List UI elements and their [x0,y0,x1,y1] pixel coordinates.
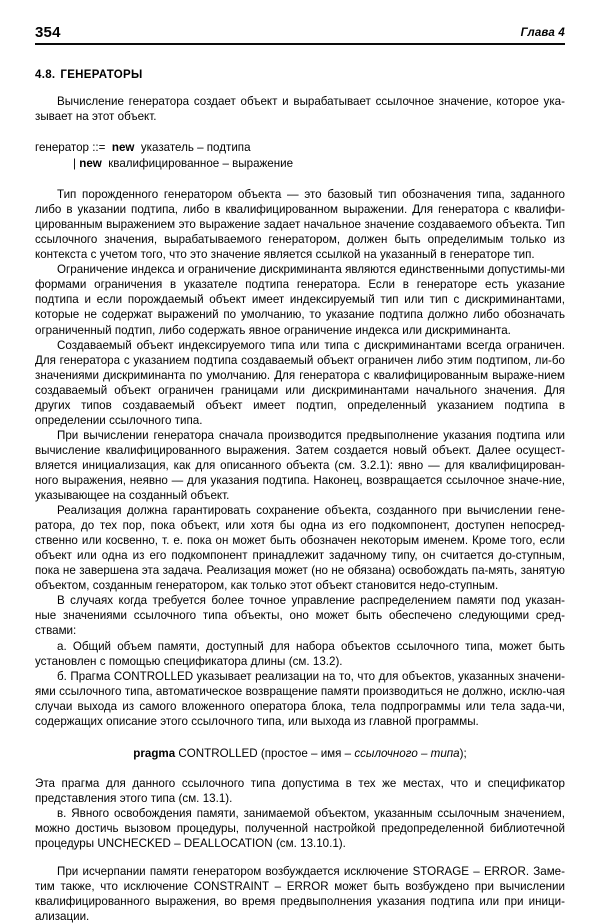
pragma-declaration [35,746,565,761]
paragraph-spacer [35,851,565,864]
syntax-production-block [35,140,565,172]
section-heading [35,69,565,81]
syntax-bar: | [73,157,80,171]
syntax-line-alternative [35,156,565,172]
pragma-name: CONTROLLED [178,746,258,760]
list-item-b: б. Прагма CONTROLLED указывает реализации на то, что для объектов, указанных значени-ями ссылочного типа, автоматическое возвращение памяти производиться не должно, исклю-чая случаи выхода из самого вложенного оператора блока, тела подпрограммы или тела зада-чи, содержащих описание этого ссылочного типа, или выхода из главной программы. [35,669,565,728]
pragma-keyword: pragma [133,746,176,760]
section-number: 4.8. [35,69,56,81]
after-pragma-paragraph: Эта прагма для данного ссылочного типа допустима в тех же местах, что и спецификатор представления этого типа (см. 13.1). [35,776,565,805]
syntax-line-primary [35,140,565,156]
syntax-rhs-1: указатель – подтипа [134,141,251,155]
list-item-v: в. Явного освобождения памяти, занимаемой объектом, указанным ссылочным значением, можно достичь вызовом процедуры, полученной настройкой предопределенной библиотечной процедуры UNCHECKED – DEALLOCATION (см. 13.10.1). [35,806,565,850]
closing-paragraph: При исчерпании памяти генератором возбуждается исключение STORAGE – ERROR. Заме-тим также, что исключение CONSTRAINT – ERROR может быть возбуждено при вычислении квалифицированного выражения, во время предвыполнения указания подтипа или при иници-ализации. [35,865,565,924]
page-number: 354 [35,24,61,41]
paragraph-6: В случаях когда требуется более точное управление распределением памяти под указан-ные значениями ссылочного типа объекты, оно может быть обеспечено следующими сред-ствами: [35,594,565,638]
paragraph-4: При вычислении генератора сначала производится предвыполнение указания подтипа или вычисление квалифицированного выражения. Затем создается новый объект. Далее осущест-вляется инициализация, как для описанного объекта (см. 3.2.1): явно — для квалифицирован-ного выражения, неявно — для указания подтипа. Наконец, возвращается ссылочное значе-ние, указывающее на созданный объект. [35,428,565,503]
syntax-rhs-2: квалифицированное – выражение [101,157,294,171]
section-title: ГЕНЕРАТОРЫ [60,69,143,81]
chapter-label: Глава 4 [520,26,565,39]
syntax-lhs: генератор ::= [35,141,112,155]
pragma-arg-italic: ссылочного – типа [354,746,460,760]
intro-block [35,94,565,124]
list-item-a: а. Общий объем памяти, доступный для набора объектов ссылочного типа, может быть установлен с помощью спецификатора длины (см. 13.2). [35,639,565,668]
pragma-open-paren: ( [260,746,265,760]
running-head [35,0,565,45]
paragraph-2: Ограничение индекса и ограничение дискриминанта являются единственными допустимы-ми формами ограничения в указателе подтипа генератора. Если в генераторе есть указание подтипа и если порождаемый объект имеет индексируемый тип или тип с дискриминантами, которые не содержат выражений по умолчанию, то указание подтипа должно либо обозначать ограниченный подтип, либо содержать явное ограничение индекса или дискриминанта. [35,263,565,337]
paragraph-3: Создаваемый объект индексируемого типа или типа с дискриминантами всегда ограничен. Для генератора с указанием подтипа создаваемый объект ограничен либо этим подтипом, ли-бо значениями дискриминанта по умолчанию. Для генератора с квалифицированным выраже-нием создаваемый объект ограничен границами или дискриминантами начального значения. Для других типов создаваемый объект имеет подтип, определенный указанием подтипа в определении ссылочного типа. [35,338,565,427]
keyword-new-alt: new [79,157,102,171]
pragma-arg-plain: простое – имя – [264,746,355,760]
paragraph-1: Тип порожденного генератором объекта — это базовый тип обозначения типа, заданного либо в указании подтипа, либо в квалифицированном выражении. Для генератора с квалифи-цированным выражением это выражение задает начальное значение создаваемого объекта. Тип ссылочного значения, вырабатываемого генератором, должен быть определимым только из контекста с учетом того, что это значение является ссылкой на указанный в генераторе тип. [35,188,565,262]
paragraph-5: Реализация должна гарантировать сохранение объекта, созданного при вычислении гене-ратора, до тех пор, пока объект, или хотя бы одна из его подкомпонент, доступен непосред-ственно или косвенно, т. е. пока он может быть обозначен некоторым именем. Кроме того, если объект или одна из его подкомпонент принадлежит задачному типу, он считается до-ступным, пока не завершена эта задача. Реализация может (но не обязана) освобождать па-мять, занятую объектом, созданным генератором, как только этот объект становится недо-ступным. [35,504,565,593]
keyword-new: new [111,141,135,155]
pragma-close: ); [459,746,467,760]
intro-paragraph: Вычисление генератора создает объект и вырабатывает ссылочное значение, которое ука-зывает на этот объект. [35,95,565,124]
